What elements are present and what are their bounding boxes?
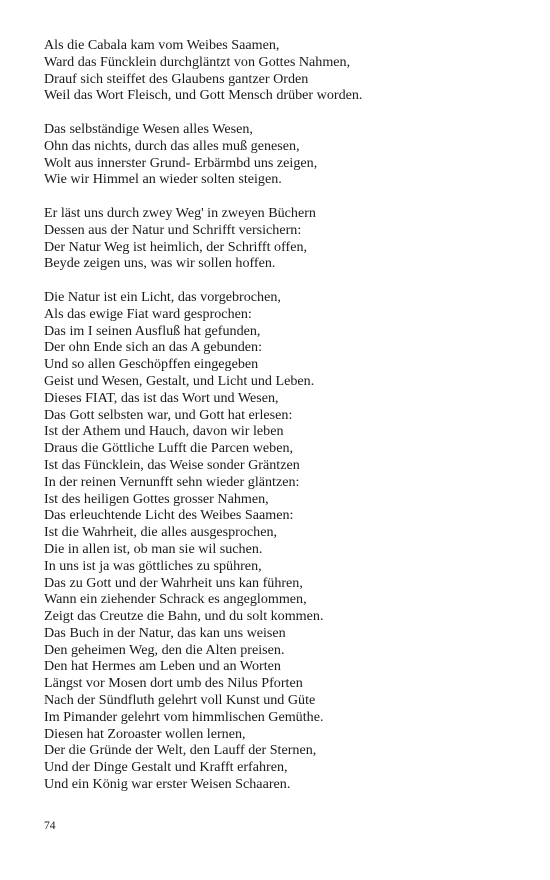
verse-line: Als das ewige Fiat ward gesprochen:: [44, 305, 252, 322]
verse-line: Ist des heiligen Gottes grosser Nahmen,: [44, 490, 269, 507]
verse-line: Ist das Füncklein, das Weise sonder Gräntzen: [44, 456, 300, 473]
verse-line: Drauf sich steiffet des Glaubens gantzer Orden: [44, 70, 309, 87]
stanza: [44, 289, 524, 793]
verse-line: Nach der Sündfluth gelehrt voll Kunst und Güte: [44, 692, 316, 709]
verse-line: Das Buch in der Natur, das kan uns weisen: [44, 624, 286, 641]
verse-line: Und der Dinge Gestalt und Krafft erfahren,: [44, 759, 288, 776]
poem-page: [44, 37, 524, 810]
verse-line: Ward das Füncklein durchgläntzt von Gottes Nahmen,: [44, 53, 351, 70]
verse-line: Er läst uns durch zwey Weg' in zweyen Büchern: [44, 204, 316, 221]
verse-line: Beyde zeigen uns, was wir sollen hoffen.: [44, 255, 276, 272]
verse-line: Weil das Wort Fleisch, und Gott Mensch drüber worden.: [44, 87, 363, 104]
verse-line: Längst vor Mosen dort umb des Nilus Pforten: [44, 675, 303, 692]
verse-line: Das zu Gott und der Wahrheit uns kan führen,: [44, 574, 303, 591]
verse-line: In uns ist ja was göttliches zu spühren,: [44, 557, 262, 574]
verse-line: Geist und Wesen, Gestalt, und Licht und Leben.: [44, 372, 315, 389]
verse-line: Wann ein ziehender Schrack es angeglommen,: [44, 591, 307, 608]
verse-line: In der reinen Vernunfft sehn wieder gläntzen:: [44, 473, 300, 490]
verse-line: Und ein König war erster Weisen Schaaren.: [44, 776, 291, 793]
verse-line: Das selbständige Wesen alles Wesen,: [44, 120, 253, 137]
verse-line: Als die Cabala kam vom Weibes Saamen,: [44, 37, 280, 53]
verse-line: Wie wir Himmel an wieder solten steigen.: [44, 171, 282, 188]
verse-line: Der ohn Ende sich an das A gebunden:: [44, 339, 263, 356]
poem-text: [44, 37, 524, 793]
verse-line: Wolt aus innerster Grund- Erbärmbd uns zeigen,: [44, 154, 318, 171]
verse-line: Die in allen ist, ob man sie wil suchen.: [44, 540, 263, 557]
verse-line: Draus die Göttliche Lufft die Parcen weben,: [44, 440, 294, 457]
verse-line: Dessen aus der Natur und Schrifft versichern:: [44, 221, 302, 238]
stanza: [44, 37, 524, 104]
verse-line: Das erleuchtende Licht des Weibes Saamen:: [44, 507, 294, 524]
verse-line: Und so allen Geschöpffen eingegeben: [44, 356, 259, 373]
verse-line: Zeigt das Creutze die Bahn, und du solt kommen.: [44, 608, 324, 625]
verse-line: Dieses FIAT, das ist das Wort und Wesen,: [44, 389, 279, 406]
verse-line: Den geheimen Weg, den die Alten preisen.: [44, 641, 285, 658]
verse-line: Den hat Hermes am Leben und an Worten: [44, 658, 281, 675]
verse-line: Diesen hat Zoroaster wollen lernen,: [44, 725, 246, 742]
stanza: [44, 205, 524, 272]
page-number: 74: [44, 820, 56, 832]
verse-line: Die Natur ist ein Licht, das vorgebrochen,: [44, 288, 281, 305]
verse-line: Der die Gründe der Welt, den Lauff der Sternen,: [44, 742, 317, 759]
verse-line: Das Gott selbsten war, und Gott hat erlesen:: [44, 406, 293, 423]
verse-line: Der Natur Weg ist heimlich, der Schrifft offen,: [44, 238, 308, 255]
verse-line: Ist die Wahrheit, die alles ausgesprochen,: [44, 524, 278, 541]
verse-line: Ohn das nichts, durch das alles muß genesen,: [44, 137, 300, 154]
verse-line: Im Pimander gelehrt vom himmlischen Gemüthe.: [44, 708, 324, 725]
stanza: [44, 121, 524, 188]
verse-line: Das im I seinen Ausfluß hat gefunden,: [44, 322, 261, 339]
verse-line: Ist der Athem und Hauch, davon wir leben: [44, 423, 284, 440]
